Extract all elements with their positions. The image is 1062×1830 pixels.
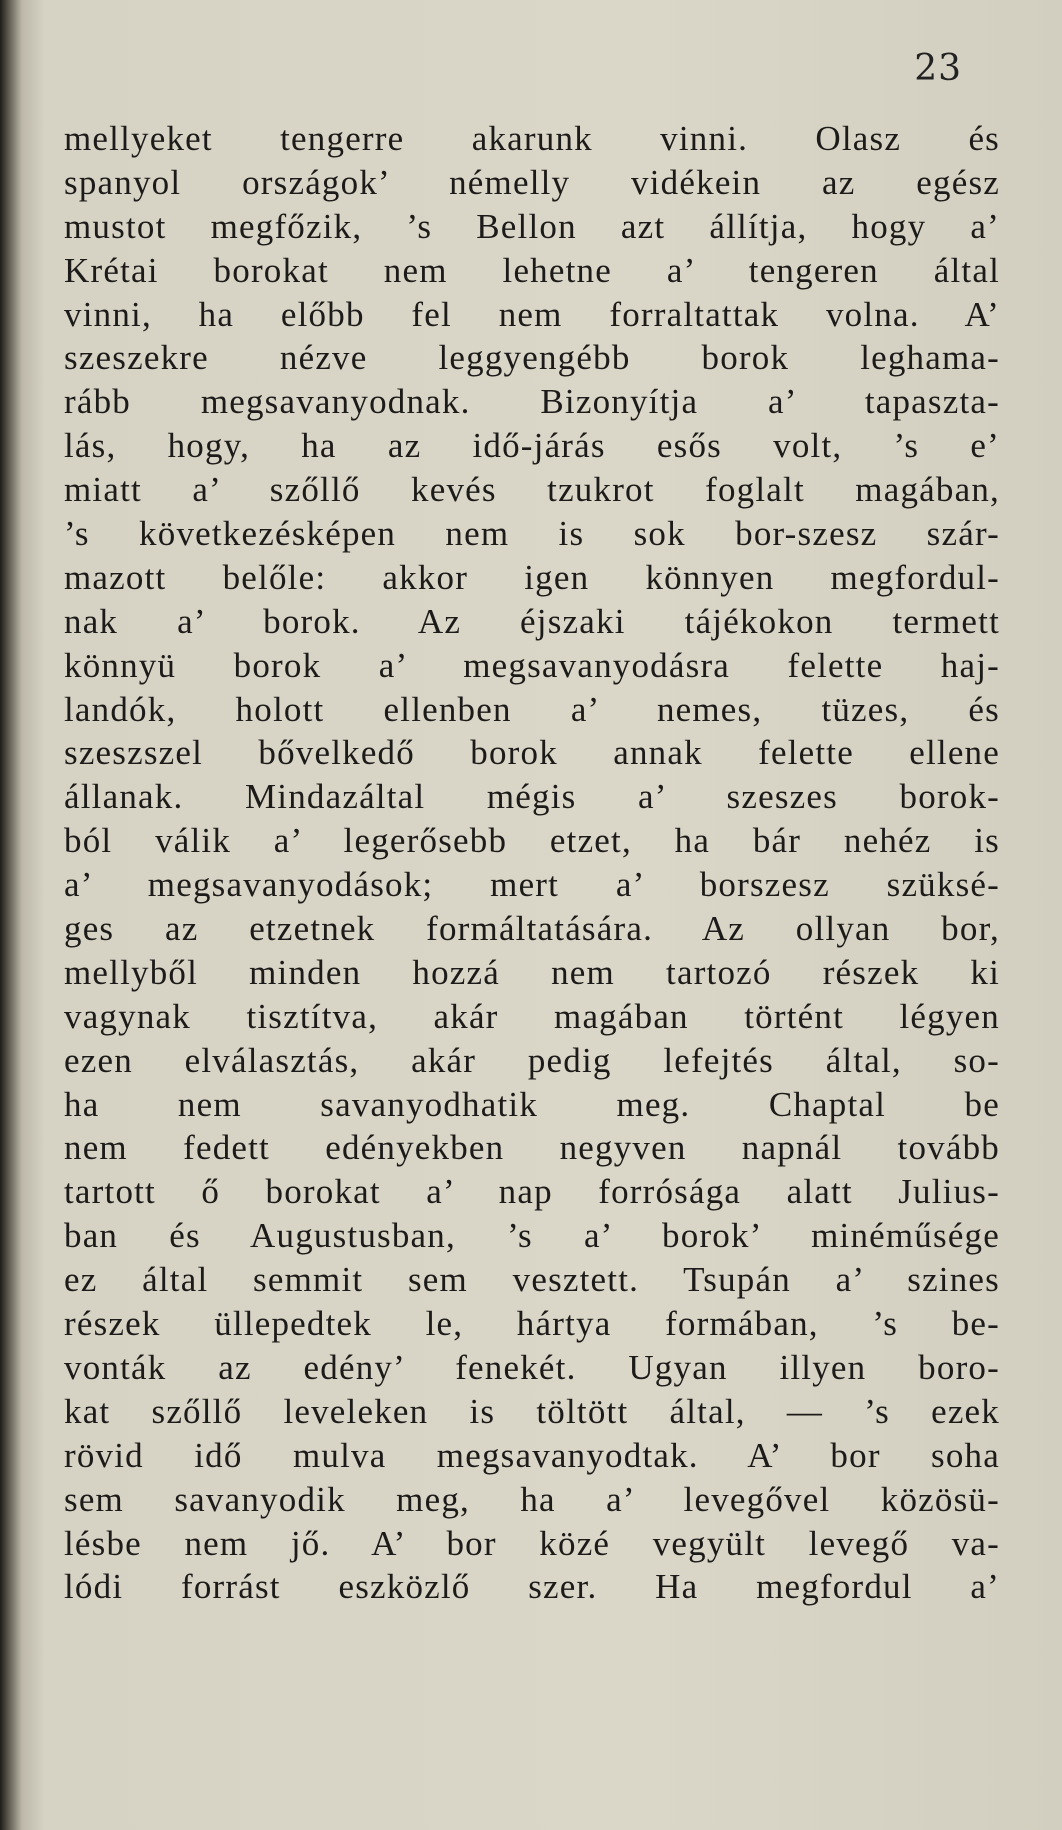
text-line: állanak. Mindazáltal mégis a’ szeszes borok- [64,777,1000,817]
text-line: vagynak tisztítva, akár magában történt légyen [64,996,1000,1036]
text-line: vonták az edény’ fenekét. Ugyan illyen boro- [64,1347,1000,1387]
text-line: ges az etzetnek formáltatására. Az ollyan bor, [64,909,1000,949]
text-line: mellyeket tengerre akarunk vinni. Olasz és [64,119,1000,158]
text-line: mustot megfőzik, ’s Bellon azt állítja, hogy a’ [64,206,1000,246]
text-line: ezen elválasztás, akár pedig lefejtés által, so- [64,1040,1000,1080]
text-line: rövid idő mulva megsavanyodtak. A’ bor soha [64,1435,1000,1475]
text-line: könnyü borok a’ megsavanyodásra felette haj- [64,645,1000,685]
text-line: ha nem savanyodhatik meg. Chaptal be [64,1084,1000,1124]
text-line: spanyol országok’ némelly vidékein az egész [64,162,1000,202]
text-line: mellyből minden hozzá nem tartozó részek ki [64,952,1000,992]
body-text [64,117,1000,1609]
text-line: szeszszel bővelkedő borok annak felette ellene [64,733,1000,773]
text-line: sem savanyodik meg, ha a’ levegővel közösü- [64,1479,1000,1519]
text-line: ból válik a’ legerősebb etzet, ha bár nehéz is [64,821,1000,861]
text-line: a’ megsavanyodások; mert a’ borszesz szüksé- [64,865,1000,905]
text-line: lás, hogy, ha az idő-járás esős volt, ’s e’ [64,426,1000,466]
text-line: ’s következésképen nem is sok bor-szesz szár- [64,514,1000,554]
text-line: kat szőllő leveleken is töltött által, — ’s ezek [64,1391,1000,1431]
text-line: vinni, ha előbb fel nem forraltattak volna. A’ [64,294,1000,334]
text-line: lódi forrást eszközlő szer. Ha megfordul a’ [64,1567,1000,1607]
text-line: lésbe nem jő. A’ bor közé vegyült levegő va- [64,1523,1000,1563]
text-line: részek üllepedtek le, hártya formában, ’s be- [64,1304,1000,1344]
text-line: tartott ő borokat a’ nap forrósága alatt Julius- [64,1172,1000,1212]
text-line: ez által semmit sem vesztett. Tsupán a’ szines [64,1260,1000,1300]
text-line: Krétai borokat nem lehetne a’ tengeren által [64,250,1000,290]
page-number: 23 [914,48,962,89]
text-line: nak a’ borok. Az éjszaki tájékokon termett [64,601,1000,641]
text-line: miatt a’ szőllő kevés tzukrot foglalt magában, [64,470,1000,510]
text-line: ban és Augustusban, ’s a’ borok’ minéműsége [64,1216,1000,1256]
text-line: nem fedett edényekben negyven napnál tovább [64,1128,1000,1168]
text-line: szeszekre nézve leggyengébb borok leghama- [64,338,1000,378]
text-line: landók, holott ellenben a’ nemes, tüzes, és [64,689,1000,729]
text-line: mazott belőle: akkor igen könnyen megfordul- [64,557,1000,597]
text-line: rább megsavanyodnak. Bizonyítja a’ tapaszta- [64,382,1000,422]
